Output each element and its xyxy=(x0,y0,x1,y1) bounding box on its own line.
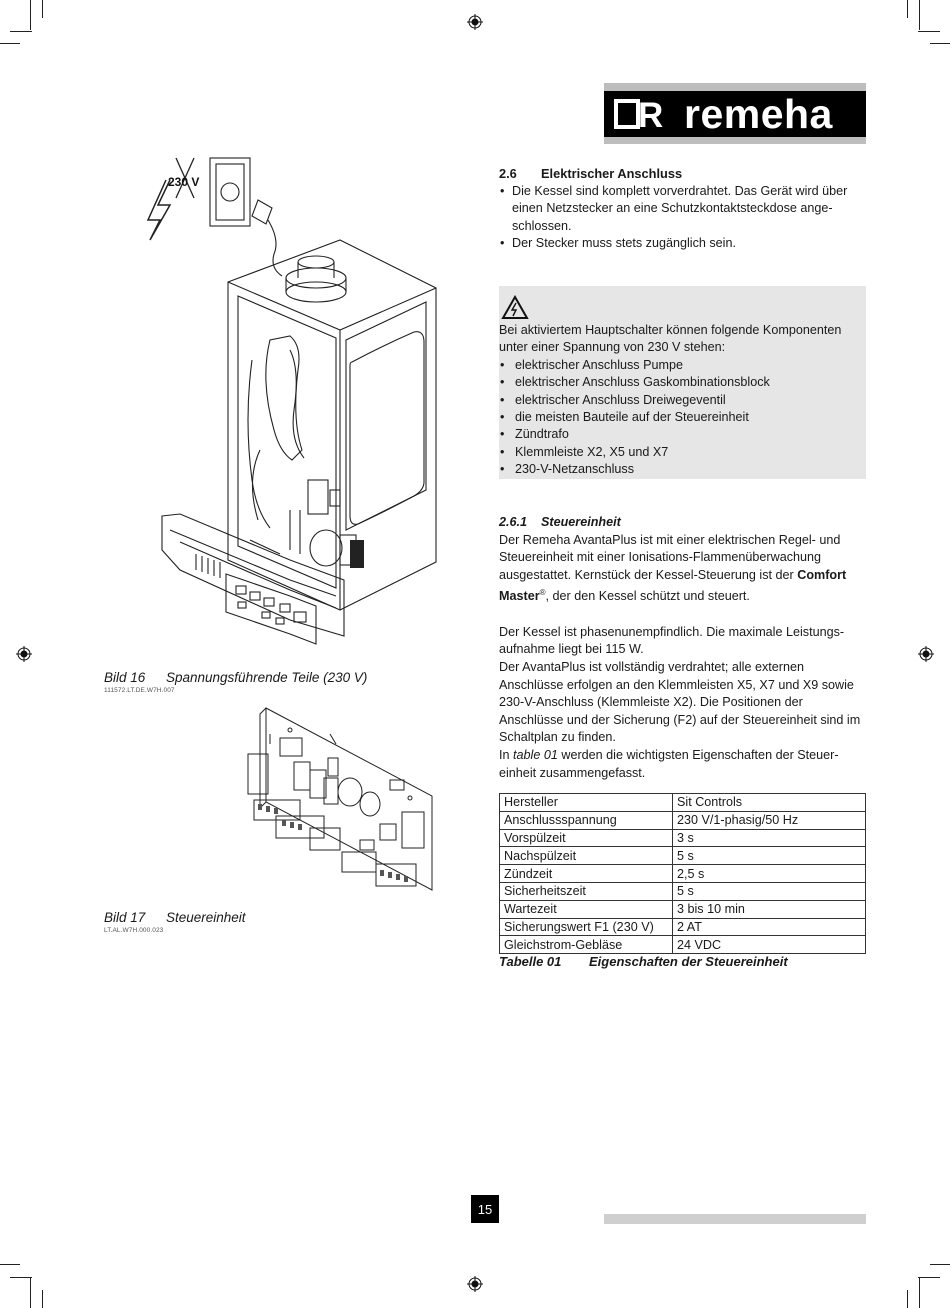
remeha-mark-icon xyxy=(614,98,676,130)
table-row xyxy=(500,900,866,918)
table-row xyxy=(500,918,866,936)
list-item: • Zündtrafo xyxy=(499,426,866,443)
table-cell-value: 2,5 s xyxy=(673,865,866,883)
warning-content xyxy=(499,322,866,479)
table-cell-value: 5 s xyxy=(673,882,866,900)
list-item: • Klemmleiste X2, X5 und X7 xyxy=(499,444,866,461)
brand-name: remeha xyxy=(684,90,833,137)
table-cell-value: 2 AT xyxy=(673,918,866,936)
product-name: Comfort Master xyxy=(499,567,847,604)
crop-mark xyxy=(930,43,950,44)
paragraph: Der Remeha AvantaPlus ist mit einer elektrischen Regel- und Steuereinheit mit einer Ionisations-Flammenüberwachung ausgestattet. Kernstück der Kessel-Steuerung ist der Comfort Master®, der den Kessel schützt und steuert. xyxy=(499,532,847,604)
table-row xyxy=(500,882,866,900)
list-item: • 230-V-Netzanschluss xyxy=(499,461,866,478)
table-cell-property: Anschlussspannung xyxy=(500,811,673,829)
subsection-title: Steuereinheit xyxy=(541,515,621,529)
crop-mark xyxy=(10,1277,32,1278)
table-row xyxy=(500,811,866,829)
figure17-caption-number: Bild 17 xyxy=(104,910,146,925)
logo-bar-bottom xyxy=(604,137,866,144)
table-row xyxy=(500,829,866,847)
table-cell-property: Gleichstrom-Gebläse xyxy=(500,936,673,954)
table-cell-property: Sicherheitszeit xyxy=(500,882,673,900)
crop-mark xyxy=(919,1278,920,1308)
svg-text:R: R xyxy=(638,98,664,130)
table-row xyxy=(500,936,866,954)
table-row xyxy=(500,794,866,812)
paragraph: Der Kessel ist phasenunempfindlich. Die maximale Leistungs-aufnahme liegt bei 115 W. xyxy=(499,624,845,657)
table-cell-property: Nachspülzeit xyxy=(500,847,673,865)
page-number: 15 xyxy=(471,1195,499,1223)
table-row xyxy=(500,847,866,865)
table-cell-property: Zündzeit xyxy=(500,865,673,883)
table-cell-value: 230 V/1-phasig/50 Hz xyxy=(673,811,866,829)
control-unit-illustration xyxy=(230,704,440,896)
figure16-caption xyxy=(104,670,367,685)
table-reference: table 01 xyxy=(513,747,558,762)
crop-mark xyxy=(930,1264,950,1265)
table-cell-property: Wartezeit xyxy=(500,900,673,918)
crop-mark xyxy=(0,1264,20,1265)
table-cell-property: Sicherungswert F1 (230 V) xyxy=(500,918,673,936)
table-cell-value: 3 s xyxy=(673,829,866,847)
section-heading xyxy=(499,165,866,183)
registration-mark-icon xyxy=(16,646,32,662)
table-caption-text: Eigenschaften der Steuereinheit xyxy=(589,954,788,970)
table-row xyxy=(500,865,866,883)
list-item: • elektrischer Anschluss Dreiwegeventil xyxy=(499,392,866,409)
table-cell-value: 24 VDC xyxy=(673,936,866,954)
brand-logo xyxy=(604,91,866,137)
list-item: • die meisten Bauteile auf der Steuereinheit xyxy=(499,409,866,426)
warning-box xyxy=(499,286,866,479)
subsection-control-unit xyxy=(499,514,866,782)
figure16-caption-number: Bild 16 xyxy=(104,670,146,685)
table-cell-value: 5 s xyxy=(673,847,866,865)
list-item: • elektrischer Anschluss Pumpe xyxy=(499,357,866,374)
registration-mark-icon xyxy=(467,1276,483,1292)
crop-mark xyxy=(0,43,20,44)
table-caption xyxy=(499,954,866,969)
paragraph: Der AvantaPlus ist vollständig verdrahtet; alle externen Anschlüsse erfolgen an den Klemmleisten X5, X7 und X9 sowie 230-V-Anschluss (Klemmleiste X2). Die Positionen der Anschlüsse und der Sicherung (F2) auf der Steuereinheit sind im Schaltplan zu finden. xyxy=(499,659,861,745)
figure17-caption-text: Steuereinheit xyxy=(166,910,246,925)
list-item: • Der Stecker muss stets zugänglich sein. xyxy=(499,235,866,253)
table-cell-value: Sit Controls xyxy=(673,794,866,812)
section-number: 2.6 xyxy=(499,166,517,181)
list-item: • Die Kessel sind komplett vorverdrahtet. Das Gerät wird über einen Netzstecker an eine Schutzkontaktsteckdose ange-schlossen. xyxy=(499,183,866,236)
subsection-heading xyxy=(499,514,866,532)
crop-mark xyxy=(42,0,43,18)
crop-mark xyxy=(42,1290,43,1308)
voltage-label: 230 V xyxy=(168,175,200,189)
figure17-ref: LT.AL.W7H.000.023 xyxy=(104,927,164,934)
crop-mark xyxy=(907,0,908,18)
registration-mark-icon xyxy=(467,14,483,30)
section-title: Elektrischer Anschluss xyxy=(541,166,683,181)
table-cell-value: 3 bis 10 min xyxy=(673,900,866,918)
spec-table xyxy=(499,793,866,954)
crop-mark xyxy=(919,0,920,30)
crop-mark xyxy=(918,31,940,32)
subsection-number: 2.6.1 xyxy=(499,515,528,529)
table-caption-number: Tabelle 01 xyxy=(499,954,562,970)
crop-mark xyxy=(10,31,32,32)
warning-list xyxy=(499,357,866,479)
electric-warning-icon xyxy=(501,295,529,320)
figure17-caption xyxy=(104,910,246,925)
logo-bar-top xyxy=(604,83,866,91)
spec-table-wrapper xyxy=(499,793,866,969)
section-bullets xyxy=(499,183,866,253)
figure16-caption-text: Spannungsführende Teile (230 V) xyxy=(166,670,368,685)
crop-mark xyxy=(30,1278,31,1308)
crop-mark xyxy=(907,1290,908,1308)
table-cell-property: Hersteller xyxy=(500,794,673,812)
crop-mark xyxy=(30,0,31,30)
registration-mark-icon xyxy=(918,646,934,662)
footer-bar xyxy=(604,1214,866,1224)
crop-mark xyxy=(918,1277,940,1278)
paragraph: In table 01 werden die wichtigsten Eigenschaften der Steuer-einheit zusammengefasst. xyxy=(499,747,839,780)
section-electrical-connection xyxy=(499,165,866,253)
figure16-ref: 111572.LT.DE.W7H.007 xyxy=(104,687,175,694)
warning-intro: Bei aktiviertem Hauptschalter können folgende Komponenten unter einer Spannung von 230 V stehen: xyxy=(499,323,842,355)
list-item: • elektrischer Anschluss Gaskombinationsblock xyxy=(499,374,866,391)
table-cell-property: Vorspülzeit xyxy=(500,829,673,847)
boiler-illustration xyxy=(140,150,460,650)
